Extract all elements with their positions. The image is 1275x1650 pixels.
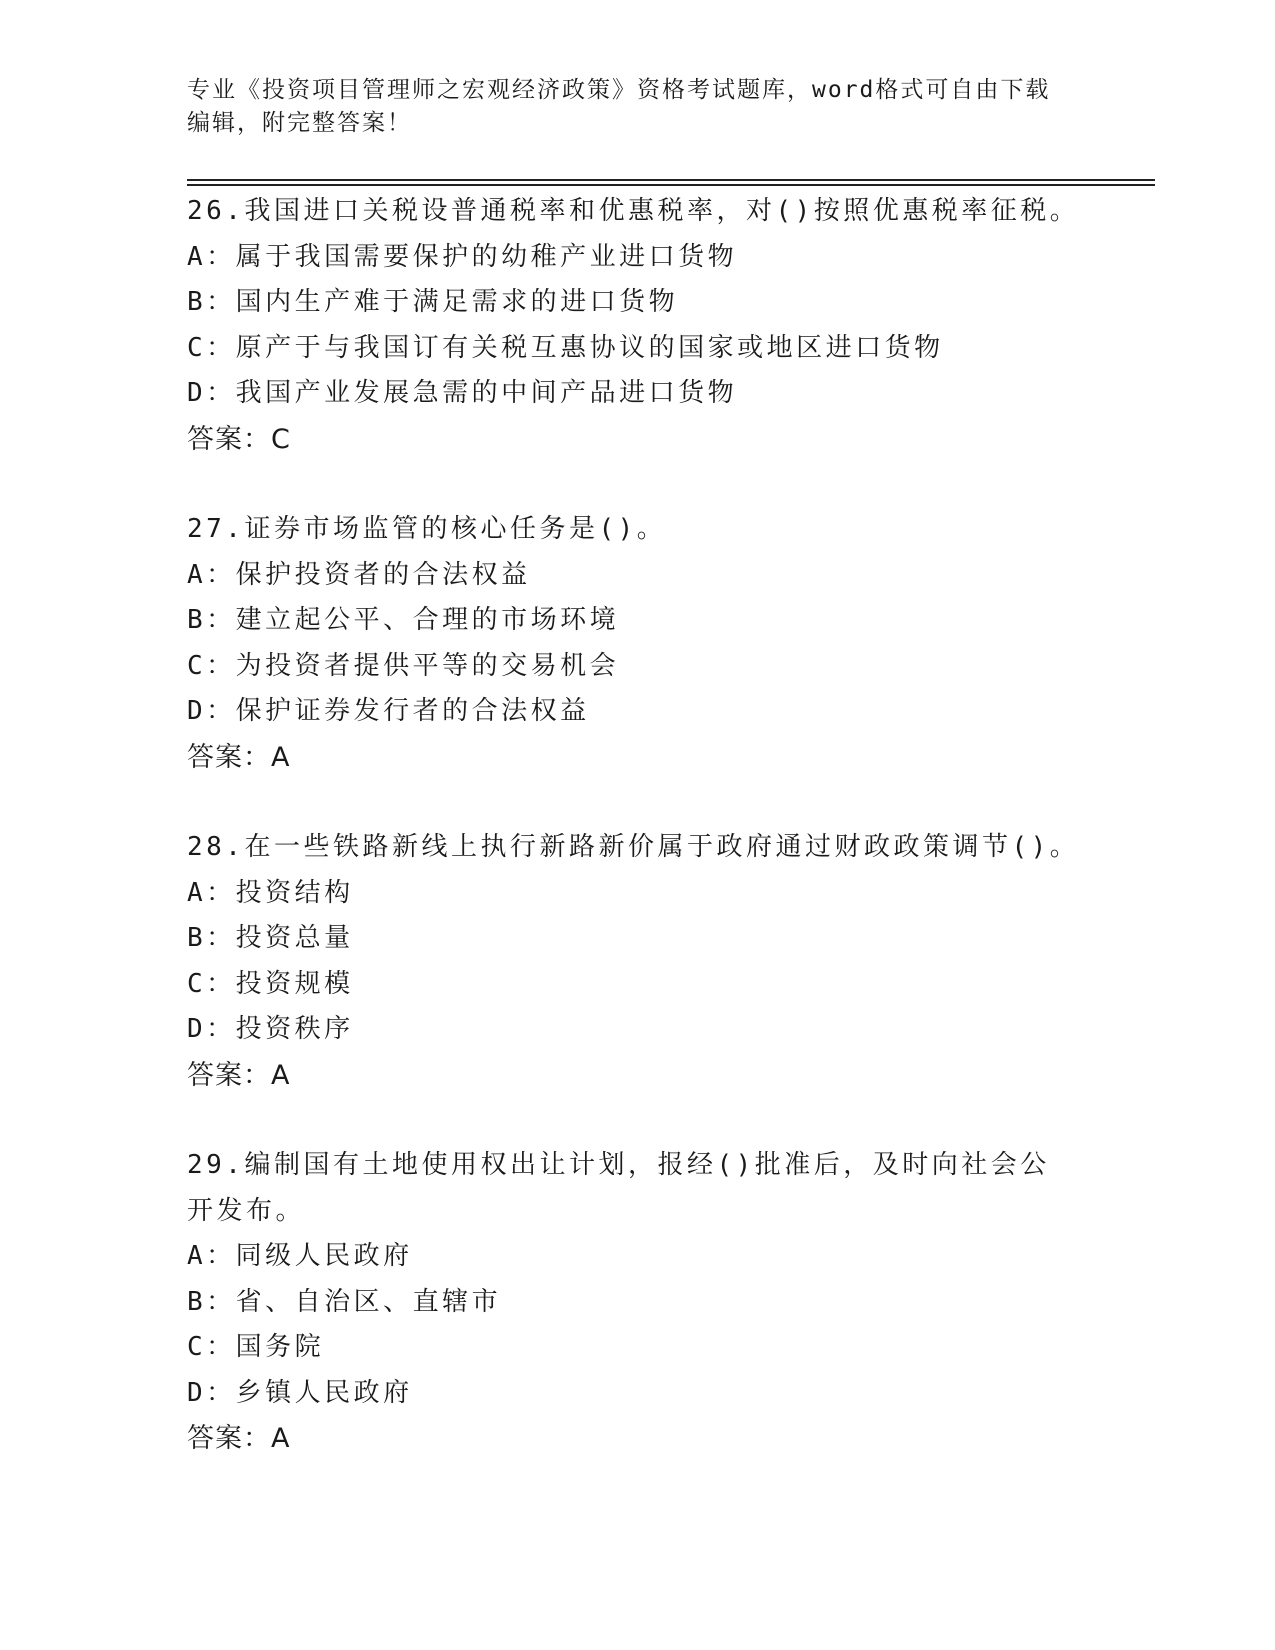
question-list [187,189,1087,1507]
option-c: C：国务院 [187,1332,325,1362]
answer-line: 答案：C [187,423,291,455]
option-b: B：投资总量 [187,923,354,953]
option-d: D：保护证券发行者的合法权益 [187,696,590,726]
option-c: C：为投资者提供平等的交易机会 [187,650,620,681]
option-a: A：投资结构 [187,877,354,908]
option-d: D：乡镇人民政府 [187,1377,413,1408]
option-a: A：属于我国需要保护的幼稚产业进口货物 [187,241,738,272]
option-d: D：我国产业发展急需的中间产品进口货物 [187,378,738,408]
header-divider-top [187,179,1155,181]
question-stem: 27.证券市场监管的核心任务是()。 [187,514,667,544]
question-26 [187,189,1087,462]
question-stem: 28.在一些铁路新线上执行新路新价属于政府通过财政政策调节()。 [187,832,1080,862]
document-header: 专业《投资项目管理师之宏观经济政策》资格考试题库，word格式可自由下载编辑，附完整答案！ [187,77,1051,136]
answer-line: 答案：A [187,741,291,773]
header-divider-bottom [187,184,1155,186]
question-28 [187,825,1087,1098]
question-stem: 26.我国进口关税设普通税率和优惠税率，对()按照优惠税率征税。 [187,196,1080,226]
answer-line: 答案：A [187,1059,291,1091]
option-d: D：投资秩序 [187,1014,354,1044]
question-29 [187,1143,1087,1462]
option-b: B：国内生产难于满足需求的进口货物 [187,287,679,317]
option-b: B：建立起公平、合理的市场环境 [187,605,620,635]
question-stem: 29.编制国有土地使用权出让计划，报经()批准后，及时向社会公开发布。 [187,1150,1050,1226]
answer-line: 答案：A [187,1423,291,1454]
option-c: C：原产于与我国订有关税互惠协议的国家或地区进口货物 [187,332,944,363]
question-27 [187,507,1087,780]
option-a: A：同级人民政府 [187,1241,413,1271]
option-a: A：保护投资者的合法权益 [187,559,531,590]
option-b: B：省、自治区、直辖市 [187,1286,502,1317]
option-c: C：投资规模 [187,968,354,999]
